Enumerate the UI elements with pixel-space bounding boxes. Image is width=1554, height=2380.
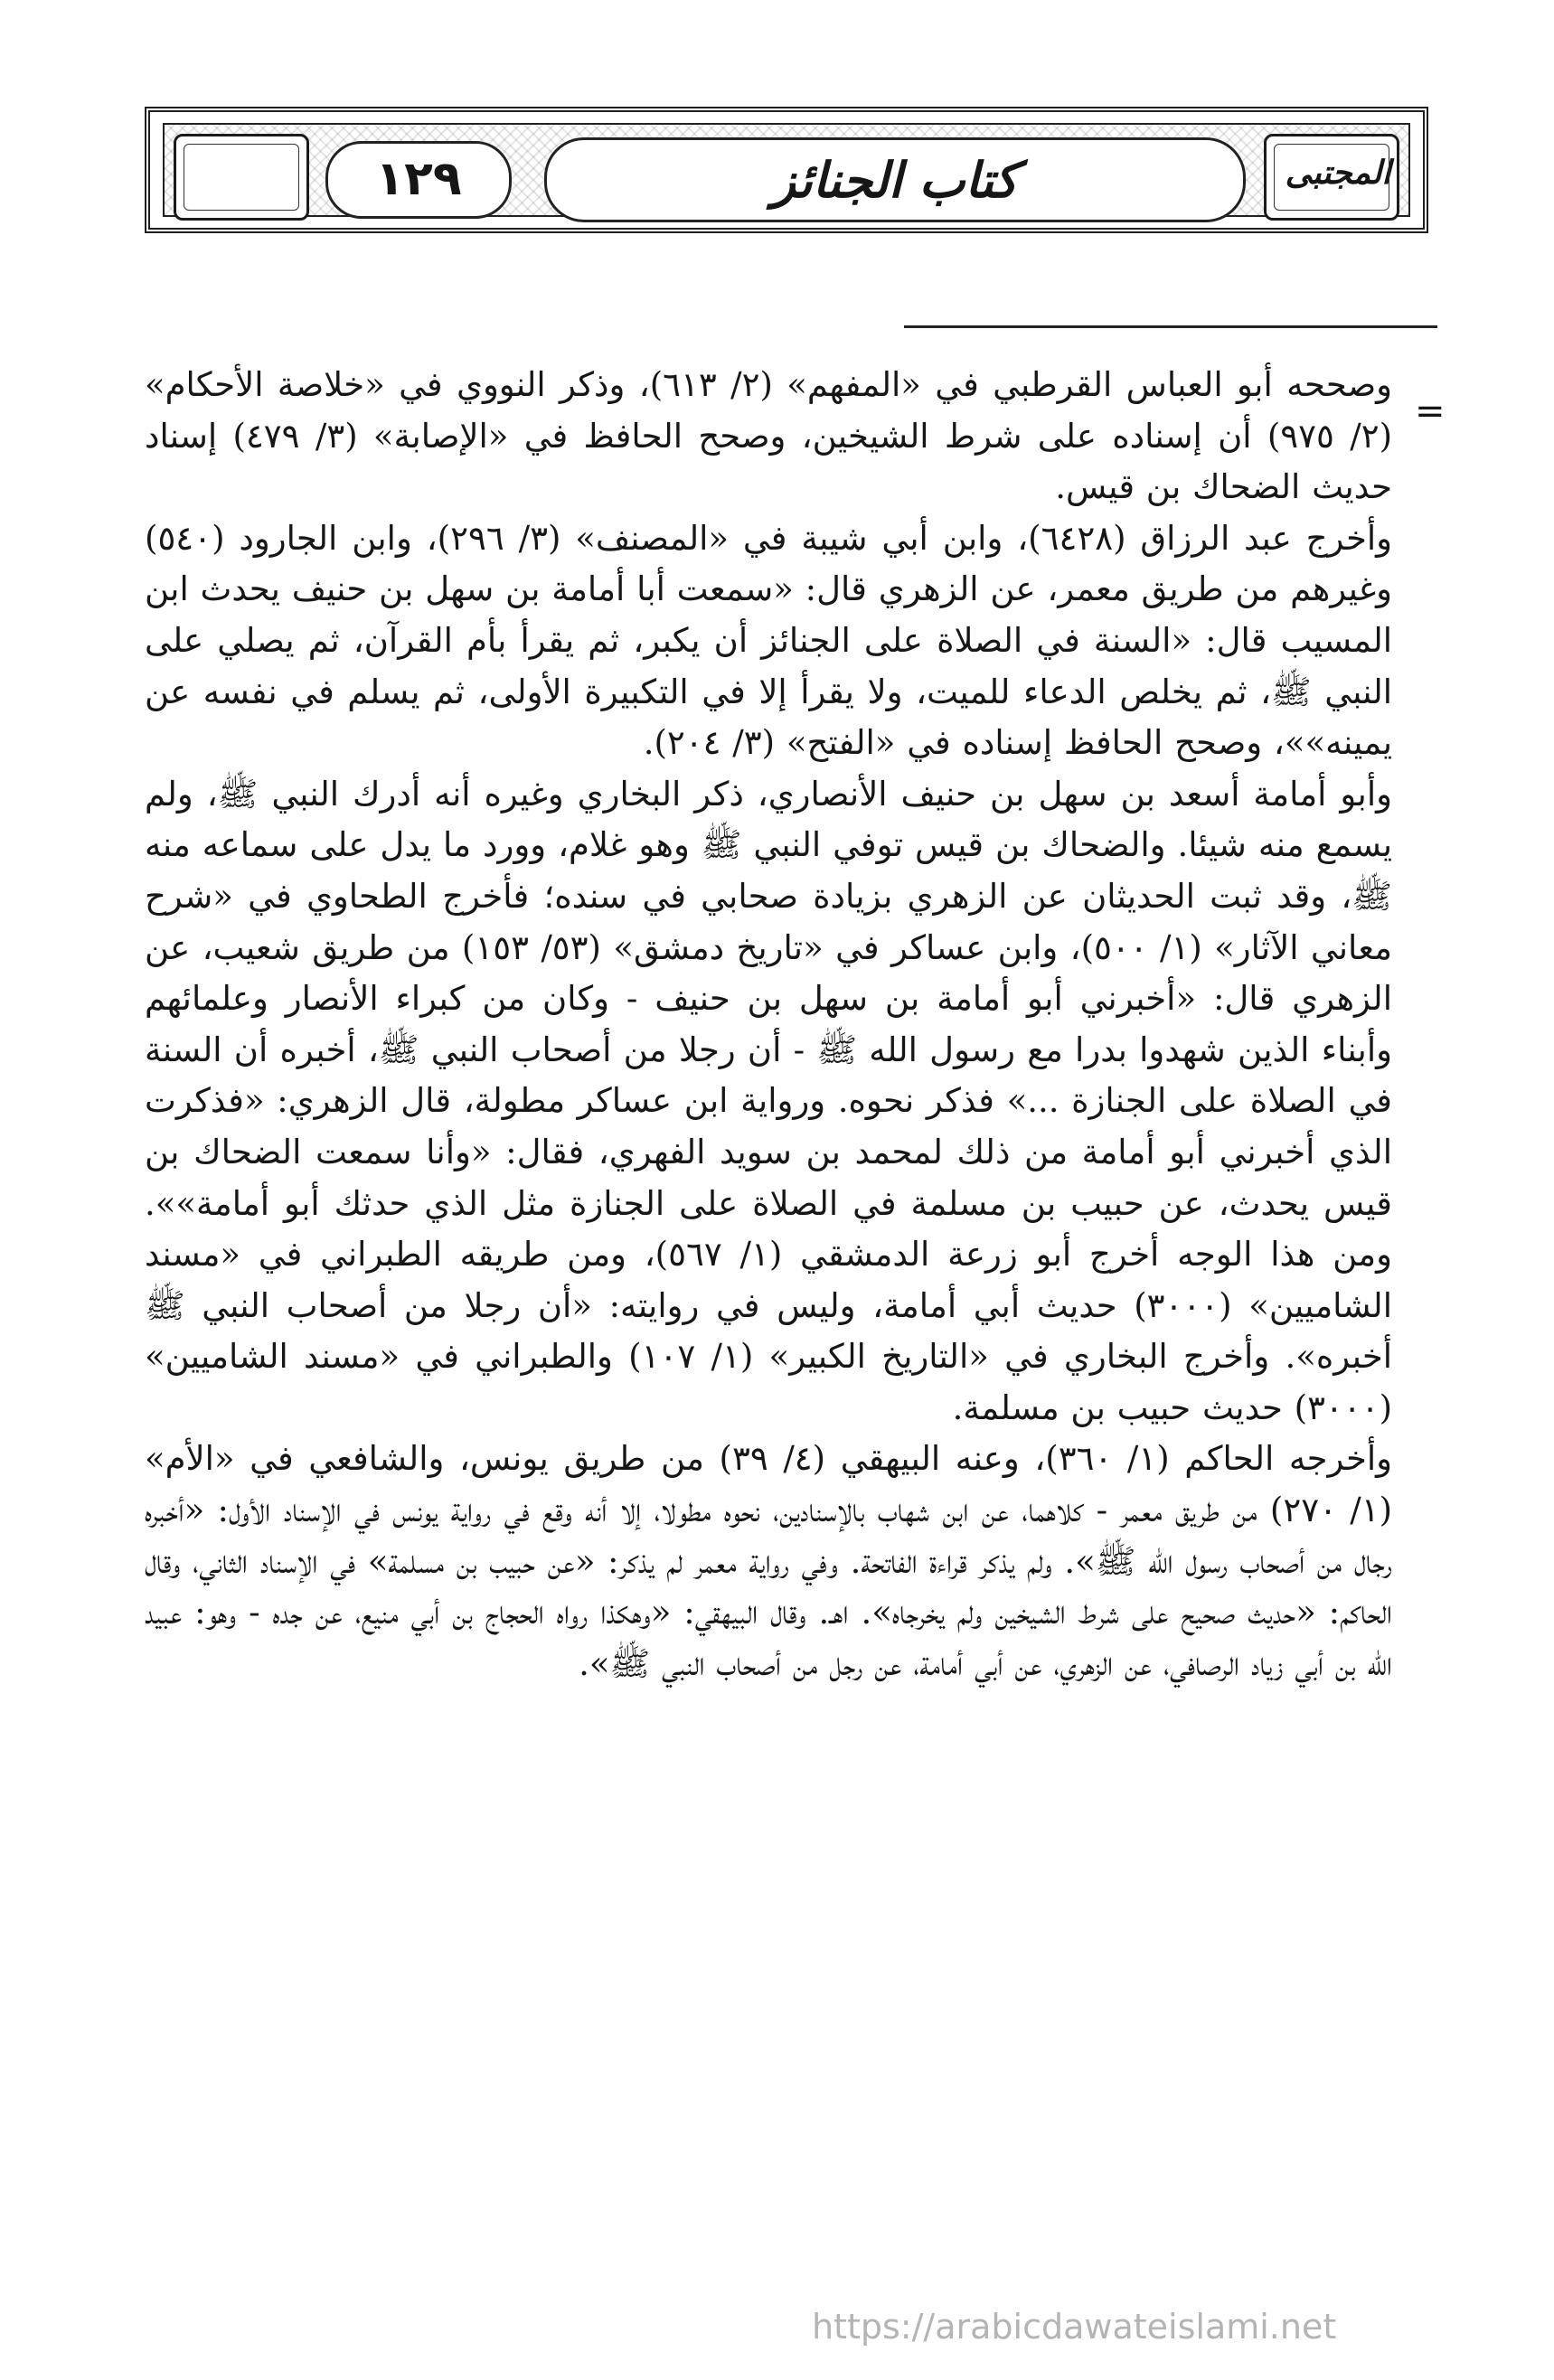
continuation-mark: = <box>1415 390 1446 432</box>
footnote-body <box>145 360 1392 1689</box>
page-number: ١٢٩ <box>325 141 512 219</box>
header-ornament-band <box>163 123 1410 217</box>
title-cartouche <box>544 137 1246 222</box>
chapter-title: كتاب الجنائز <box>772 151 1018 209</box>
left-corner-ornament <box>174 134 309 221</box>
footnote-separator <box>904 325 1437 328</box>
page-header-frame <box>145 107 1428 233</box>
watermark-url: https://arabicdawateislami.net <box>812 2307 1337 2347</box>
paragraph-3: وأبو أمامة أسعد بن سهل بن حنيف الأنصاري، ذكر البخاري وغيره أنه أدرك النبي ﷺ، ولم يسمع منه شيئا. والضحاك بن قيس توفي النبي ﷺ وهو غلام، وورد ما يدل على سماعه منه ﷺ، وقد ثبت الحديثان عن الزهري بزيادة صحابي في سنده؛ فأخرج الطحاوي في «شرح معاني الآثار» (١/ ٥٠٠)، وابن عساكر في «تاريخ دمشق» (٥٣/ ١٥٣) من طريق شعيب، عن الزهري قال: «أخبرني أبو أمامة بن سهل بن حنيف - وكان من كبراء الأنصار وعلمائهم وأبناء الذين شهدوا بدرا مع رسول الله ﷺ - أن رجلا من أصحاب النبي ﷺ، أخبره أن السنة في الصلاة على الجنازة ...» فذكر نحوه. ورواية ابن عساكر مطولة، قال الزهري: «فذكرت الذي أخبرني أبو أمامة من ذلك لمحمد بن سويد الفهري، فقال: «وأنا سمعت الضحاك بن قيس يحدث، عن حبيب بن مسلمة في الصلاة على الجنازة مثل الذي حدثك أبو أمامة»». ومن هذا الوجه أخرج أبو زرعة الدمشقي (١/ ٥٦٧)، ومن طريقه الطبراني في «مسند الشاميين» (٣٠٠٠) حديث أبي أمامة، وليس في روايته: «أن رجلا من أصحاب النبي ﷺ أخبره». وأخرج البخاري في «التاريخ الكبير» (١/ ١٠٧) والطبراني في «مسند الشاميين» (٣٠٠٠) حديث حبيب بن مسلمة. <box>145 774 1392 1427</box>
paragraph-1: وصححه أبو العباس القرطبي في «المفهم» (٢/ ٦١٣)، وذكر النووي في «خلاصة الأحكام» (٢/ ٩٧٥) أن إسناده على شرط الشيخين، وصحح الحافظ في «الإصابة» (٣/ ٤٧٩) إسناد حديث الضحاك بن قيس. <box>145 365 1393 507</box>
paragraph-4: وأخرجه الحاكم (١/ ٣٦٠)، وعنه البيهقي (٤/ ٣٩) من طريق يونس، والشافعي في «الأم» (١/ ٢٧٠) من طريق معمر - كلاهما، عن ابن شهاب بالإسنادين، نحوه مطولا، إلا أنه وقع في رواية يونس في الإسناد الأول: «أخبره رجال من أصحاب رسول الله ﷺ». ولم يذكر قراءة الفاتحة. وفي رواية معمر لم يذكر: «عن حبيب بن مسلمة» في الإسناد الثاني، وقال الحاكم: «حديث صحيح على شرط الشيخين ولم يخرجاه». اهـ. وقال البيهقي: «وهكذا رواه الحجاج بن أبي منيع، عن جده - وهو: عبيد الله بن أبي زياد الرصافي، عن الزهري، عن أبي أمامة، عن رجل من أصحاب النبي ﷺ». <box>145 1439 1392 1683</box>
series-logo: المجتبى <box>1285 154 1391 192</box>
paragraph-2: وأخرج عبد الرزاق (٦٤٢٨)، وابن أبي شيبة في «المصنف» (٣/ ٢٩٦)، وابن الجارود (٥٤٠) وغيرهم من طريق معمر، عن الزهري قال: «سمعت أبا أمامة بن سهل بن حنيف يحدث ابن المسيب قال: «السنة في الصلاة على الجنائز أن يكبر، ثم يقرأ بأم القرآن، ثم يصلي على النبي ﷺ، ثم يخلص الدعاء للميت، ولا يقرأ إلا في التكبيرة الأولى، ثم يسلم في نفسه عن يمينه»»، وصحح الحافظ إسناده في «الفتح» (٣/ ٢٠٤). <box>145 518 1393 763</box>
series-logo-ornament <box>1264 134 1399 221</box>
